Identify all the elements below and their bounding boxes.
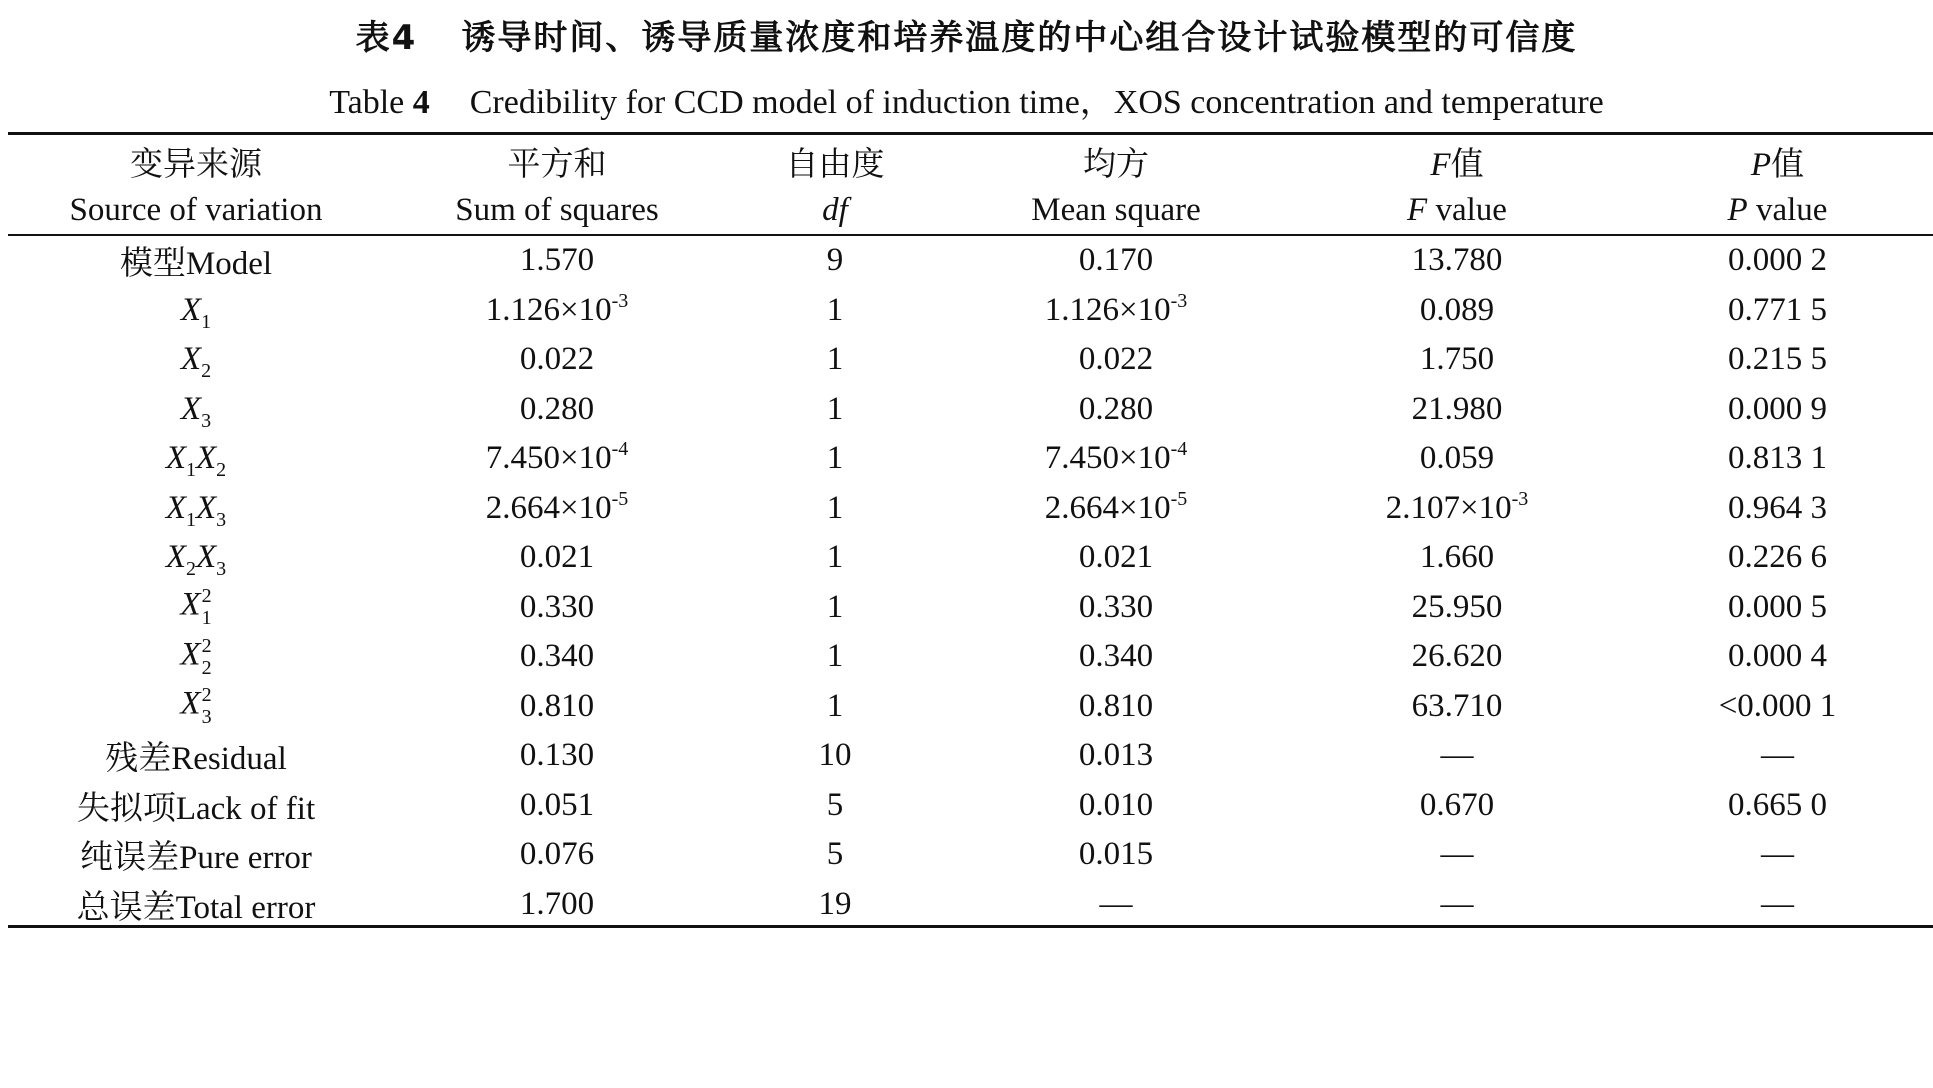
cell-f-value: 0.670	[1419, 786, 1495, 823]
variable-subscript: 1	[201, 310, 212, 333]
mean-square-mantissa: 7.450×10	[1044, 440, 1171, 477]
table-row	[8, 335, 1933, 385]
cell-f-value: 0.059	[1419, 440, 1495, 477]
source-cn: 残差	[105, 738, 172, 778]
variable-letter: X	[180, 685, 201, 722]
header-row-english	[8, 186, 1933, 234]
p-value-en-label: value	[1755, 191, 1828, 228]
header-mean-square-cn: 均方	[1083, 143, 1149, 183]
cell-df: 9	[826, 242, 844, 279]
header-f-value-en	[1292, 186, 1622, 234]
source-cn: 模型	[119, 243, 186, 283]
mean-square-exponent: -3	[1170, 289, 1188, 312]
variable-letter: X	[165, 539, 186, 576]
source-en: Total error	[175, 889, 316, 926]
variable-superscript: 2	[201, 634, 212, 657]
mean-square-exponent: -4	[1170, 438, 1188, 461]
variable-letter: X	[180, 636, 201, 673]
cell-f-value: —	[1440, 836, 1474, 873]
variable-subscript: 3	[201, 409, 212, 432]
variable-subscript: 1	[186, 508, 196, 531]
sum-of-squares-mantissa: 7.450×10	[485, 440, 612, 477]
p-letter-en: P	[1727, 191, 1748, 228]
source-cn: 总误差	[76, 886, 176, 926]
variable-letter: X	[180, 291, 202, 328]
table-row	[8, 286, 1933, 336]
cell-f-value: 26.620	[1411, 638, 1503, 675]
table-row	[8, 781, 1933, 831]
cell-source	[8, 286, 384, 336]
table-title-chinese	[0, 10, 1933, 59]
cell-source	[8, 234, 384, 286]
cell-sum-of-squares: 0.076	[519, 836, 595, 873]
cell-f-value: —	[1440, 737, 1474, 774]
cell-p-value: —	[1761, 737, 1794, 774]
df-label: df	[822, 191, 848, 228]
header-p-value-cn	[1622, 136, 1933, 186]
table-number-english: 4	[412, 84, 430, 121]
cell-sum-of-squares: 0.022	[519, 341, 595, 378]
variable-script	[202, 685, 212, 727]
cell-mean-square: 0.022	[1078, 341, 1154, 378]
table-row	[8, 434, 1933, 484]
mean-square-exponent: -5	[1170, 487, 1188, 510]
cell-mean-square: 0.810	[1078, 687, 1154, 724]
cell-mean-square: 0.013	[1078, 737, 1154, 774]
f-value-exponent: -3	[1511, 487, 1529, 510]
cell-df: 1	[826, 539, 844, 576]
cell-df: 1	[826, 291, 844, 328]
cell-sum-of-squares: 0.810	[519, 687, 595, 724]
cell-df: 1	[826, 390, 844, 427]
variable-subscript: 2	[201, 360, 212, 383]
variable-script	[202, 586, 212, 628]
f-value-mantissa: 2.107×10	[1385, 489, 1512, 526]
table-row	[8, 484, 1933, 534]
variable-subscript: 2	[186, 558, 196, 581]
cell-df: 19	[818, 885, 852, 922]
variable-superscript: 2	[201, 585, 212, 608]
header-source-en: Source of variation	[69, 191, 323, 228]
table-row	[8, 682, 1933, 732]
cell-p-value: —	[1761, 885, 1794, 922]
source-cn: 纯误差	[80, 837, 180, 877]
variable-letter: X	[196, 539, 217, 576]
p-value-cn-label: 值	[1771, 143, 1805, 183]
source-en: Lack of fit	[175, 790, 316, 827]
table-row	[8, 533, 1933, 583]
source-cn: 失拟项	[76, 787, 176, 827]
header-source-cn: 变异来源	[130, 143, 262, 183]
cell-sum-of-squares: 1.570	[519, 242, 595, 279]
cell-p-value: 0.000 5	[1728, 588, 1827, 625]
table-label-english: Table	[329, 84, 405, 121]
cell-df: 1	[826, 638, 844, 675]
cell-f-value: 25.950	[1411, 588, 1503, 625]
header-sum-squares-en: Sum of squares	[455, 191, 659, 228]
cell-mean-square: 0.021	[1078, 539, 1154, 576]
p-letter: P	[1750, 146, 1772, 183]
cell-df: 1	[826, 588, 844, 625]
cell-df: 1	[826, 440, 844, 477]
table-row	[8, 830, 1933, 880]
cell-sum-of-squares: 0.280	[519, 390, 595, 427]
sum-of-squares-mantissa: 2.664×10	[485, 489, 612, 526]
cell-f-value: 13.780	[1411, 242, 1503, 279]
cell-p-value: 0.215 5	[1728, 341, 1827, 378]
table-caption-chinese: 诱导时间、诱导质量浓度和培养温度的中心组合设计试验模型的可信度	[461, 18, 1578, 58]
cell-p-value: 0.226 6	[1728, 539, 1827, 576]
cell-f-value: 1.660	[1419, 539, 1495, 576]
variable-letter: X	[180, 341, 202, 378]
variable-script	[202, 636, 212, 678]
f-value-en-label: value	[1435, 191, 1507, 228]
cell-f-value: 0.089	[1419, 291, 1495, 328]
cell-source	[8, 583, 384, 633]
top-rule	[8, 132, 1933, 135]
mean-square-mantissa: 1.126×10	[1044, 291, 1171, 328]
variable-letter: X	[196, 489, 217, 526]
cell-p-value: 0.000 4	[1728, 638, 1827, 675]
cell-source	[8, 335, 384, 385]
cell-source	[8, 434, 384, 484]
header-mean-square-en: Mean square	[1031, 191, 1201, 228]
sum-of-squares-exponent: -4	[611, 438, 629, 461]
cell-mean-square: 0.340	[1078, 638, 1154, 675]
variable-subscript: 3	[216, 558, 227, 581]
f-letter: F	[1430, 146, 1451, 183]
cell-mean-square: 0.280	[1078, 390, 1154, 427]
cell-f-value: 21.980	[1411, 390, 1503, 427]
cell-df: 5	[826, 786, 844, 823]
cell-f-value: 1.750	[1419, 341, 1495, 378]
header-df-en	[730, 186, 940, 234]
mean-square-mantissa: 2.664×10	[1044, 489, 1171, 526]
variable-superscript: 2	[201, 684, 212, 707]
cell-source	[8, 632, 384, 682]
cell-mean-square	[940, 484, 1292, 534]
cell-sum-of-squares	[384, 434, 730, 484]
cell-mean-square	[940, 434, 1292, 484]
table-body	[8, 234, 1933, 929]
cell-df: 10	[818, 737, 852, 774]
cell-f-value: —	[1440, 885, 1474, 922]
header-p-value-en	[1622, 186, 1933, 234]
table-caption-english: Credibility for CCD model of induction time，XOS concentration and temperature	[469, 84, 1604, 121]
variable-subscript: 1	[201, 607, 212, 630]
cell-df: 1	[826, 687, 844, 724]
sum-of-squares-exponent: -3	[611, 289, 629, 312]
sum-of-squares-mantissa: 1.126×10	[485, 291, 612, 328]
cell-sum-of-squares: 0.051	[519, 786, 595, 823]
cell-source	[8, 533, 384, 583]
header-f-value-cn	[1292, 136, 1622, 186]
cell-p-value: 0.771 5	[1728, 291, 1827, 328]
table-row	[8, 234, 1933, 286]
variable-letter: X	[165, 489, 186, 526]
cell-p-value: 0.000 9	[1728, 390, 1827, 427]
header-sum-squares-cn: 平方和	[507, 143, 607, 183]
cell-mean-square: 0.330	[1078, 588, 1154, 625]
table-row	[8, 880, 1933, 930]
cell-df: 1	[826, 489, 844, 526]
cell-mean-square: 0.010	[1078, 786, 1154, 823]
cell-sum-of-squares: 0.130	[519, 737, 595, 774]
cell-mean-square: 0.015	[1078, 836, 1154, 873]
cell-p-value: —	[1761, 836, 1794, 873]
variable-letter: X	[196, 440, 217, 477]
cell-mean-square: 0.170	[1078, 242, 1154, 279]
cell-sum-of-squares	[384, 484, 730, 534]
cell-mean-square: —	[1099, 885, 1133, 922]
cell-df: 5	[826, 836, 844, 873]
cell-source	[8, 781, 384, 831]
header-row-chinese	[8, 136, 1933, 186]
cell-f-value: 63.710	[1411, 687, 1503, 724]
variable-subscript: 2	[216, 459, 227, 482]
cell-mean-square	[940, 286, 1292, 336]
f-letter-en: F	[1407, 191, 1428, 228]
cell-sum-of-squares: 0.330	[519, 588, 595, 625]
cell-df: 1	[826, 341, 844, 378]
anova-table	[8, 136, 1933, 929]
variable-subscript: 3	[201, 706, 212, 729]
source-en: Pure error	[179, 840, 312, 877]
cell-p-value: 0.964 3	[1728, 489, 1827, 526]
table-row	[8, 632, 1933, 682]
table-row	[8, 731, 1933, 781]
cell-sum-of-squares	[384, 286, 730, 336]
cell-source	[8, 731, 384, 781]
cell-source	[8, 880, 384, 930]
table-title-english	[0, 74, 1933, 123]
table-row	[8, 583, 1933, 633]
cell-p-value: 0.665 0	[1728, 786, 1827, 823]
header-df-cn: 自由度	[785, 143, 885, 183]
cell-sum-of-squares: 0.021	[519, 539, 595, 576]
variable-subscript: 1	[186, 459, 196, 482]
variable-subscript: 3	[216, 508, 227, 531]
variable-letter: X	[165, 440, 186, 477]
sum-of-squares-exponent: -5	[611, 487, 629, 510]
variable-letter: X	[180, 586, 201, 623]
variable-letter: X	[180, 390, 202, 427]
cell-p-value: <0.000 1	[1718, 687, 1837, 724]
source-en: Residual	[171, 741, 287, 778]
variable-subscript: 2	[201, 656, 212, 679]
cell-sum-of-squares: 1.700	[519, 885, 595, 922]
cell-f-value	[1292, 484, 1622, 534]
cell-p-value: 0.813 1	[1728, 440, 1827, 477]
f-value-cn-label: 值	[1450, 143, 1484, 183]
table-row	[8, 385, 1933, 435]
cell-source	[8, 830, 384, 880]
cell-source	[8, 682, 384, 732]
source-en: Model	[185, 246, 273, 283]
cell-sum-of-squares: 0.340	[519, 638, 595, 675]
table-number-chinese: 表4	[355, 18, 418, 58]
cell-p-value: 0.000 2	[1728, 242, 1827, 279]
cell-source	[8, 484, 384, 534]
cell-source	[8, 385, 384, 435]
